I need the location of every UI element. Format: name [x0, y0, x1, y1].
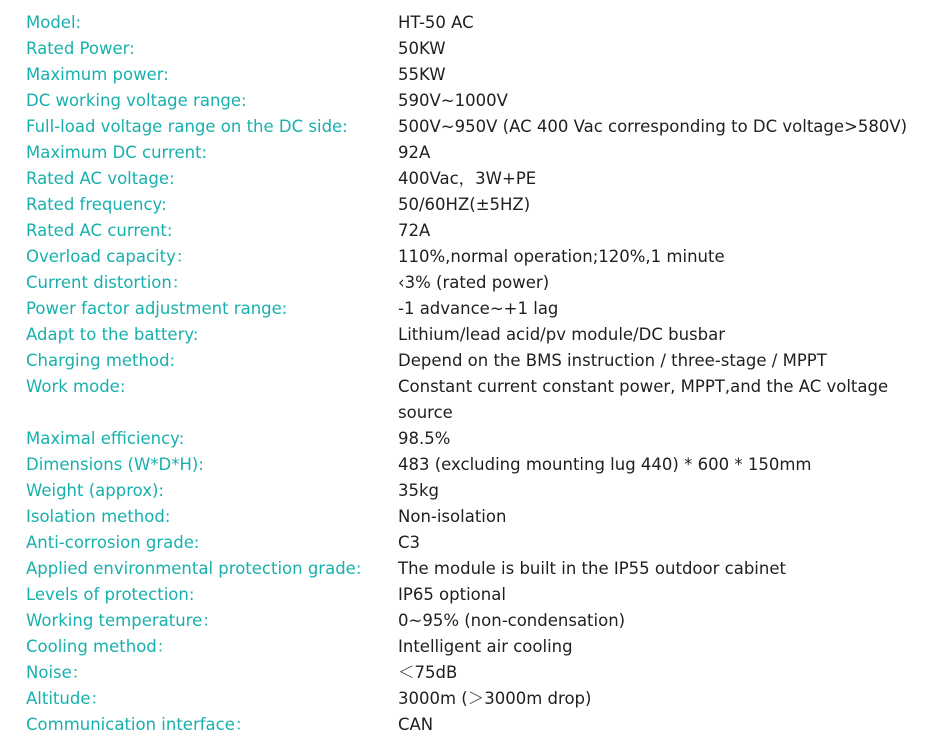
- spec-row: [0, 530, 950, 556]
- spec-value: Lithium/lead acid/pv module/DC busbar: [398, 325, 725, 344]
- spec-row: [0, 478, 950, 504]
- spec-value: 400Vac，3W+PE: [398, 169, 537, 188]
- spec-label: Power factor adjustment range:: [26, 299, 288, 318]
- spec-value: CAN: [398, 715, 434, 734]
- spec-row: [0, 582, 950, 608]
- spec-value: 590V~1000V: [398, 91, 508, 110]
- spec-label: Cooling method：: [26, 637, 174, 656]
- spec-value: ＜75dB: [398, 663, 458, 682]
- spec-label: Adapt to the battery:: [26, 325, 199, 344]
- spec-value: Constant current constant power, MPPT,and the AC voltage source: [398, 377, 889, 422]
- spec-value: HT-50 AC: [398, 13, 474, 32]
- spec-label: Model:: [26, 13, 82, 32]
- spec-row: [0, 296, 950, 322]
- spec-row: [0, 504, 950, 530]
- spec-row: [0, 374, 950, 426]
- spec-row: [0, 114, 950, 140]
- spec-value: 500V~950V (AC 400 Vac corresponding to DC voltage>580V): [398, 117, 908, 136]
- spec-label: Anti-corrosion grade:: [26, 533, 200, 552]
- spec-row: [0, 140, 950, 166]
- spec-row: [0, 686, 950, 712]
- spec-value: 50KW: [398, 39, 446, 58]
- spec-row: [0, 712, 950, 738]
- spec-label: Work mode:: [26, 377, 126, 396]
- spec-value: 35kg: [398, 481, 440, 500]
- spec-label: Dimensions (W*D*H):: [26, 455, 204, 474]
- spec-label: Communication interface：: [26, 715, 252, 734]
- spec-row: [0, 270, 950, 296]
- spec-label: Applied environmental protection grade:: [26, 559, 362, 578]
- spec-row: [0, 62, 950, 88]
- spec-value: Non-isolation: [398, 507, 507, 526]
- spec-row: [0, 192, 950, 218]
- spec-row: [0, 36, 950, 62]
- spec-value: The module is built in the IP55 outdoor cabinet: [398, 559, 786, 578]
- spec-label: Maximum power:: [26, 65, 169, 84]
- spec-label: Current distortion：: [26, 273, 189, 292]
- spec-value: IP65 optional: [398, 585, 506, 604]
- spec-row: [0, 608, 950, 634]
- spec-label: Levels of protection:: [26, 585, 195, 604]
- spec-value: Intelligent air cooling: [398, 637, 573, 656]
- spec-value: 50/60HZ(±5HZ): [398, 195, 531, 214]
- spec-value: 0~95% (non-condensation): [398, 611, 626, 630]
- spec-value: 55KW: [398, 65, 446, 84]
- spec-row: [0, 348, 950, 374]
- spec-label: Overload capacity：: [26, 247, 193, 266]
- spec-value: C3: [398, 533, 421, 552]
- spec-value: 72A: [398, 221, 431, 240]
- spec-row: [0, 660, 950, 686]
- spec-label: Rated AC current:: [26, 221, 173, 240]
- spec-value: 483 (excluding mounting lug 440) * 600 * 150mm: [398, 455, 812, 474]
- spec-row: [0, 166, 950, 192]
- spec-row: [0, 244, 950, 270]
- spec-label: Full-load voltage range on the DC side:: [26, 117, 348, 136]
- spec-value: Depend on the BMS instruction / three-stage / MPPT: [398, 351, 827, 370]
- spec-row: [0, 556, 950, 582]
- spec-label: Altitude：: [26, 689, 107, 708]
- spec-row: [0, 322, 950, 348]
- spec-value: 92A: [398, 143, 431, 162]
- spec-value: 3000m (＞3000m drop): [398, 689, 592, 708]
- spec-value: ‹3% (rated power): [398, 273, 550, 292]
- spec-label: Working temperature：: [26, 611, 219, 630]
- spec-row: [0, 452, 950, 478]
- spec-label: Charging method:: [26, 351, 176, 370]
- spec-label: Rated frequency:: [26, 195, 167, 214]
- spec-row: [0, 634, 950, 660]
- spec-label: Weight (approx):: [26, 481, 164, 500]
- spec-label: Noise：: [26, 663, 89, 682]
- spec-value: 110%,normal operation;120%,1 minute: [398, 247, 725, 266]
- spec-row: [0, 10, 950, 36]
- spec-label: Maximum DC current:: [26, 143, 208, 162]
- spec-label: DC working voltage range:: [26, 91, 247, 110]
- spec-value: 98.5%: [398, 429, 451, 448]
- spec-label: Maximal efficiency:: [26, 429, 185, 448]
- spec-row: [0, 218, 950, 244]
- spec-label: Rated AC voltage:: [26, 169, 175, 188]
- spec-row: [0, 426, 950, 452]
- spec-label: Rated Power:: [26, 39, 135, 58]
- spec-row: [0, 88, 950, 114]
- spec-value: -1 advance~+1 lag: [398, 299, 559, 318]
- spec-label: Isolation method:: [26, 507, 171, 526]
